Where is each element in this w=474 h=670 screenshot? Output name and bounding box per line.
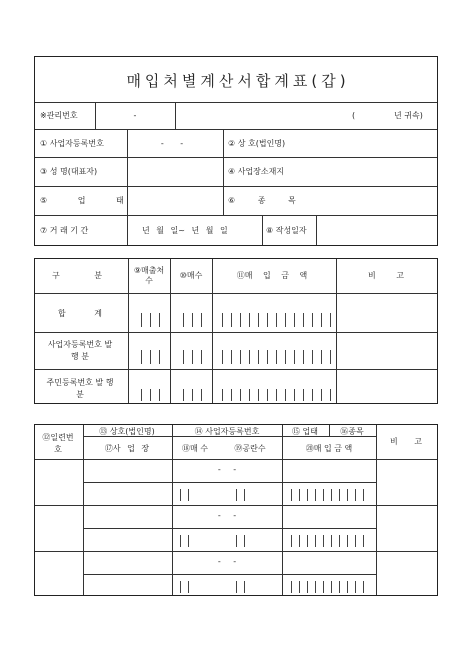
digit-tick — [291, 489, 292, 501]
digit-tick — [201, 350, 202, 364]
digit-tick — [192, 389, 193, 401]
digit-tick — [188, 581, 189, 593]
digit-tick — [188, 535, 189, 547]
digit-tick — [240, 350, 241, 364]
digit-tick — [240, 313, 241, 327]
digit-tick — [222, 350, 223, 364]
digit-tick — [180, 535, 181, 547]
digit-tick — [294, 389, 295, 401]
digit-tick — [141, 389, 142, 401]
digit-tick — [315, 489, 316, 501]
sub-amount: ⑳매 입 금 액 — [305, 444, 353, 453]
row2-dash: - - — [217, 511, 237, 520]
digit-tick — [331, 581, 332, 593]
location-label: ④ 사업장소재지 — [228, 167, 285, 176]
digit-tick — [303, 350, 304, 364]
digit-tick — [276, 313, 277, 327]
digit-tick — [339, 581, 340, 593]
digit-tick — [244, 581, 245, 593]
digit-tick — [331, 535, 332, 547]
digit-tick — [299, 535, 300, 547]
digit-tick — [285, 389, 286, 401]
digit-tick — [330, 350, 331, 364]
digit-tick — [222, 313, 223, 327]
digit-tick — [222, 389, 223, 401]
digit-tick — [244, 489, 245, 501]
digit-tick — [150, 350, 151, 364]
digit-tick — [236, 535, 237, 547]
row1-dash: - - — [217, 465, 237, 474]
col-regno: ⑭ 사업자등록번호 — [194, 427, 260, 436]
digit-tick — [183, 313, 184, 327]
digit-tick — [231, 350, 232, 364]
digit-tick — [303, 313, 304, 327]
digit-tick — [339, 535, 340, 547]
digit-tick — [159, 389, 160, 401]
col-category: 구 분 — [52, 271, 108, 280]
row-bizreg: 사업자등록번호 발 행 분 — [47, 340, 113, 361]
mgmt-no-label: ※관리번호 — [40, 111, 78, 120]
date-label: ⑧ 작성일자 — [266, 226, 307, 235]
digit-tick — [267, 350, 268, 364]
row-resreg: 주민등록번호 발 행 분 — [46, 378, 114, 399]
digit-tick — [347, 535, 348, 547]
digit-tick — [236, 581, 237, 593]
digit-tick — [249, 313, 250, 327]
form-title: 매입처별계산서합계표(갑) — [126, 72, 350, 90]
digit-tick — [299, 581, 300, 593]
digit-tick — [312, 313, 313, 327]
digit-tick — [141, 313, 142, 327]
digit-tick — [192, 313, 193, 327]
year-paren: ( — [352, 111, 356, 120]
digit-tick — [159, 313, 160, 327]
digit-tick — [183, 389, 184, 401]
digit-tick — [276, 350, 277, 364]
digit-tick — [258, 313, 259, 327]
digit-tick — [363, 581, 364, 593]
name-label: ③ 성 명(대표자) — [40, 167, 98, 176]
digit-tick — [180, 581, 181, 593]
digit-tick — [312, 389, 313, 401]
biz-type-label: ⑤ 업 태 — [40, 196, 124, 205]
sub-location: ⑰사 업 장 — [104, 444, 150, 453]
period-value: 년 월 일~ 년 월 일 — [142, 226, 228, 235]
digit-tick — [141, 350, 142, 364]
sub-count: ⑱매 수 — [182, 444, 208, 453]
col-amount: ⑪매 입 금 액 — [236, 271, 308, 280]
digit-tick — [258, 389, 259, 401]
digit-tick — [355, 535, 356, 547]
col-company: ⑬ 상호(법인명) — [99, 427, 155, 436]
digit-tick — [150, 389, 151, 401]
digit-tick — [323, 581, 324, 593]
digit-tick — [294, 313, 295, 327]
digit-tick — [355, 489, 356, 501]
col-item: ⑯종목 — [340, 427, 364, 436]
digit-tick — [347, 581, 348, 593]
digit-tick — [299, 489, 300, 501]
digit-tick — [307, 581, 308, 593]
digit-tick — [276, 389, 277, 401]
digit-tick — [321, 350, 322, 364]
digit-tick — [321, 313, 322, 327]
row-total: 합 계 — [58, 309, 102, 318]
digit-tick — [267, 389, 268, 401]
digit-tick — [249, 350, 250, 364]
col-note-detail: 비 고 — [390, 437, 422, 446]
digit-tick — [240, 389, 241, 401]
digit-tick — [363, 489, 364, 501]
digit-tick — [285, 313, 286, 327]
digit-tick — [321, 389, 322, 401]
digit-tick — [347, 489, 348, 501]
digit-tick — [330, 313, 331, 327]
digit-tick — [192, 350, 193, 364]
digit-tick — [201, 389, 202, 401]
digit-tick — [159, 350, 160, 364]
digit-tick — [291, 581, 292, 593]
digit-tick — [331, 489, 332, 501]
col-biztype: ⑮ 업태 — [292, 427, 318, 436]
digit-tick — [307, 489, 308, 501]
digit-tick — [323, 489, 324, 501]
digit-tick — [180, 489, 181, 501]
digit-tick — [315, 581, 316, 593]
digit-tick — [315, 535, 316, 547]
digit-tick — [291, 535, 292, 547]
digit-tick — [294, 350, 295, 364]
sub-supply: ⑲공란수 — [234, 444, 266, 453]
digit-tick — [323, 535, 324, 547]
digit-tick — [267, 313, 268, 327]
digit-tick — [285, 350, 286, 364]
company-label: ② 상 호(법인명) — [228, 139, 286, 148]
digit-tick — [312, 350, 313, 364]
digit-tick — [303, 389, 304, 401]
digit-tick — [249, 389, 250, 401]
digit-tick — [231, 313, 232, 327]
biz-reg-value: - - — [160, 139, 184, 148]
row3-dash: - - — [217, 557, 237, 566]
digit-tick — [244, 535, 245, 547]
item-label: ⑥ 종 목 — [228, 196, 296, 205]
col-note: 비 고 — [368, 271, 404, 280]
col-count: ⑩매수 — [179, 271, 203, 280]
biz-reg-label: ① 사업자등록번호 — [40, 139, 104, 148]
mgmt-no-value: - — [133, 111, 137, 120]
digit-tick — [236, 489, 237, 501]
digit-tick — [231, 389, 232, 401]
digit-tick — [355, 581, 356, 593]
col-suppliers: ⑨매출처수 — [133, 266, 165, 285]
year-label: 년 귀속) — [394, 111, 423, 120]
digit-tick — [363, 535, 364, 547]
digit-tick — [150, 313, 151, 327]
digit-tick — [201, 313, 202, 327]
period-label: ⑦ 거 래 기 간 — [40, 226, 89, 235]
digit-tick — [307, 535, 308, 547]
digit-tick — [188, 489, 189, 501]
digit-tick — [258, 350, 259, 364]
digit-tick — [183, 350, 184, 364]
digit-tick — [330, 389, 331, 401]
digit-tick — [339, 489, 340, 501]
col-serial: ⑫일련번호 — [42, 433, 74, 454]
